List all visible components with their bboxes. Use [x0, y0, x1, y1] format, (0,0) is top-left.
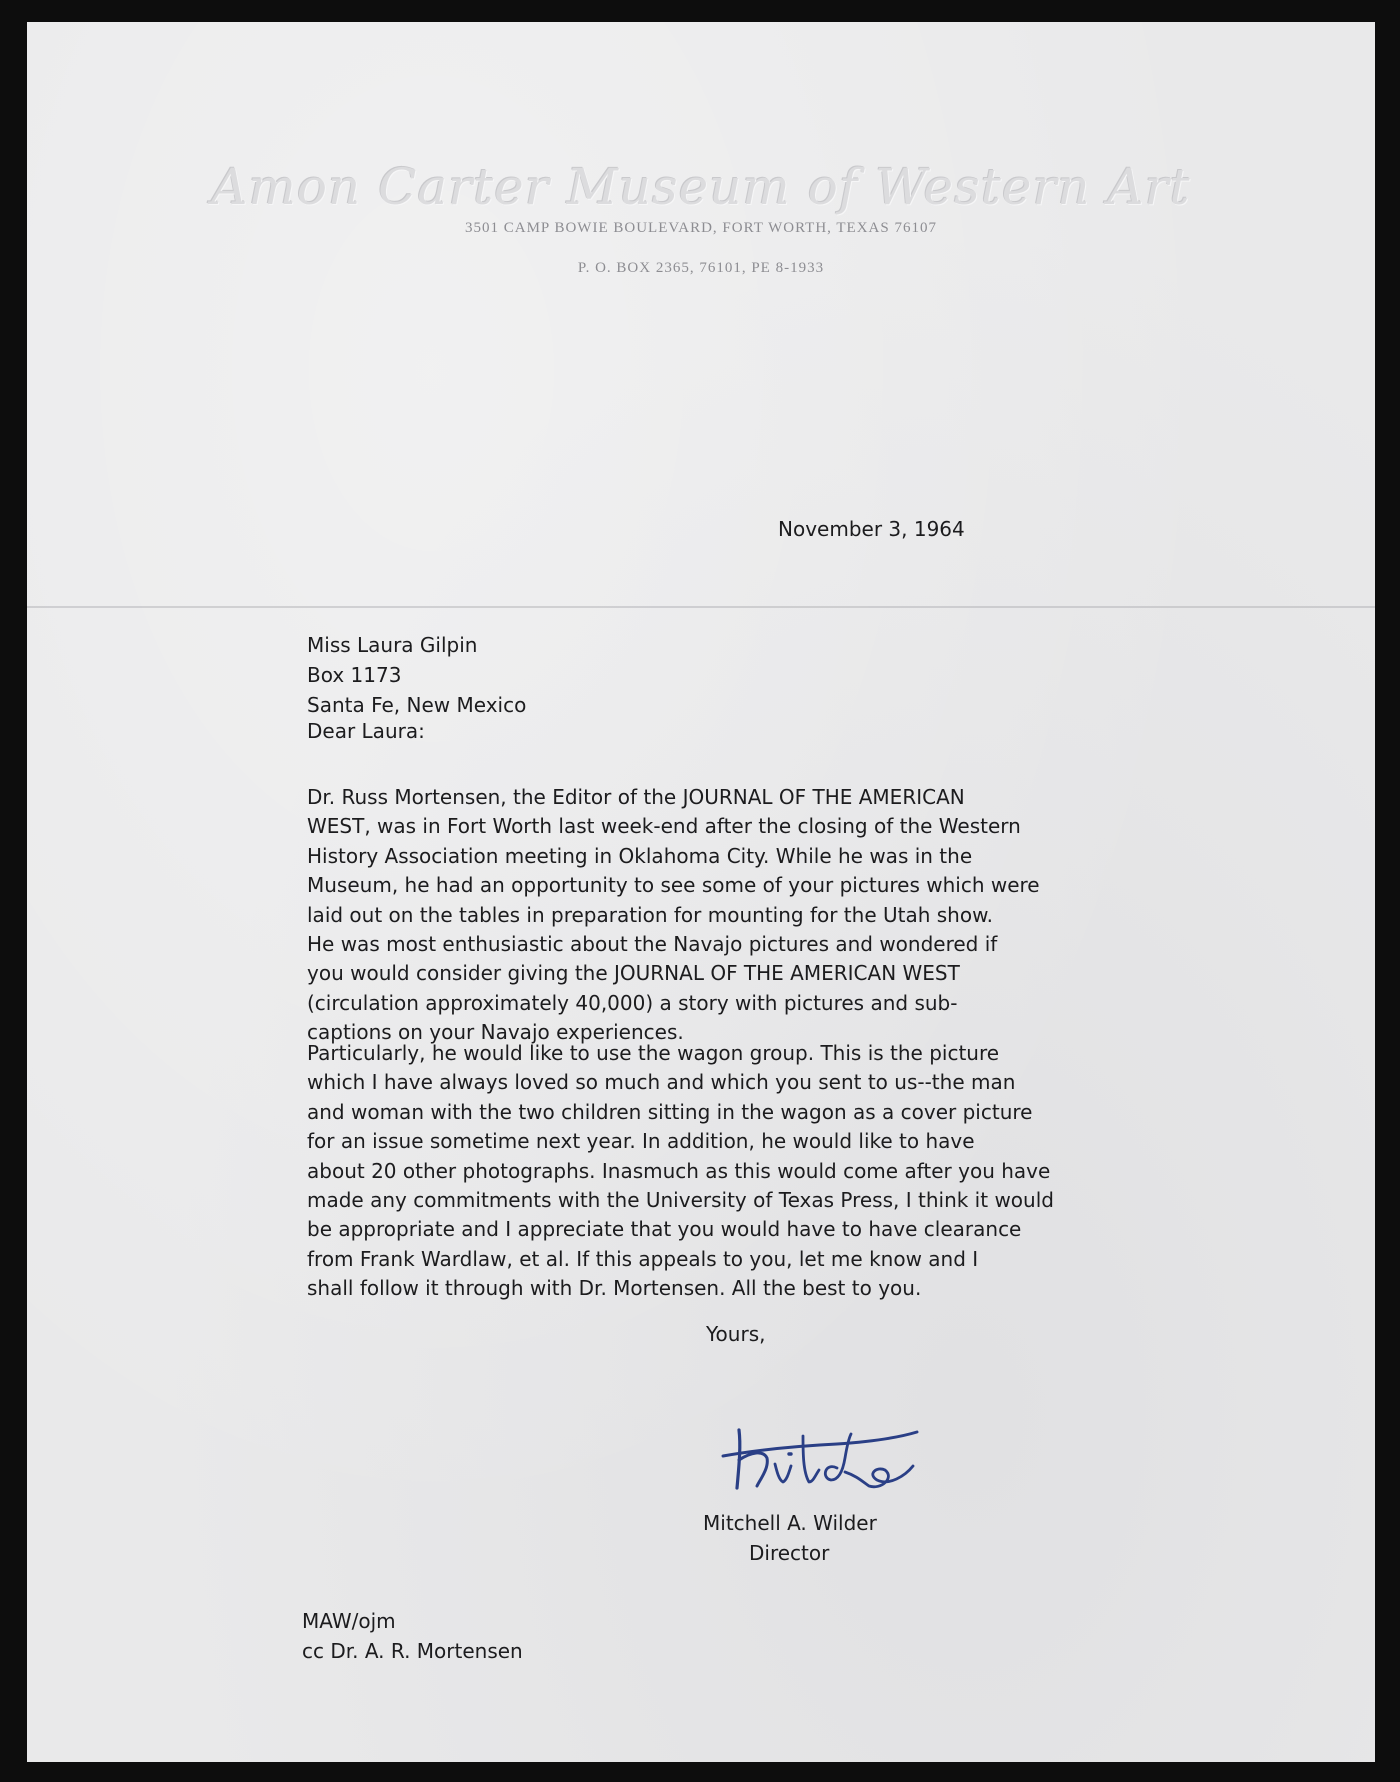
paragraph-line: about 20 other photographs. Inasmuch as this would come after you have	[307, 1158, 1051, 1183]
paragraph-line: which I have always loved so much and which you sent to us--the man	[307, 1070, 1016, 1095]
paragraph-line: History Association meeting in Oklahoma City. While he was in the	[307, 843, 973, 868]
paragraph-line: laid out on the tables in preparation for mounting for the Utah show.	[307, 902, 993, 927]
paragraph-line: you would consider giving the JOURNAL OF THE AMERICAN WEST	[307, 961, 960, 986]
recipient-address	[307, 630, 526, 720]
carbon-copy-line: cc Dr. A. R. Mortensen	[302, 1639, 523, 1663]
letterhead-street-address: 3501 CAMP BOWIE BOULEVARD, FORT WORTH, TEXAS 76107	[465, 220, 937, 236]
closing: Yours,	[706, 1322, 766, 1346]
letter-page	[27, 22, 1375, 1762]
letterhead-po-box: P. O. BOX 2365, 76101, PE 8-1933	[577, 260, 825, 276]
paragraph-line: WEST, was in Fort Worth last week-end after the closing of the Western	[307, 814, 1021, 839]
signatory-name: Mitchell A. Wilder	[703, 1511, 877, 1535]
paragraph-line: (circulation approximately 40,000) a story with pictures and sub-	[307, 990, 958, 1015]
recipient-city: Santa Fe, New Mexico	[307, 693, 527, 717]
salutation: Dear Laura:	[307, 719, 425, 743]
paragraph-line: made any commitments with the University of Texas Press, I think it would	[307, 1187, 1054, 1212]
paragraph-line: Dr. Russ Mortensen, the Editor of the JOURNAL OF THE AMERICAN	[307, 785, 965, 809]
paper-fold-line	[27, 606, 1375, 608]
recipient-name: Miss Laura Gilpin	[307, 633, 478, 657]
paragraph-line: captions on your Navajo experiences.	[307, 1020, 684, 1045]
paragraph-line: He was most enthusiastic about the Navajo pictures and wondered if	[307, 931, 998, 956]
letterhead-museum-name: Amon Carter Museum of Western Art	[211, 158, 1191, 216]
paragraph-line: from Frank Wardlaw, et al. If this appeals to you, let me know and I	[307, 1246, 979, 1271]
paragraph-line: shall follow it through with Dr. Mortensen. All the best to you.	[307, 1276, 922, 1301]
paragraph-line: Particularly, he would like to use the wagon group. This is the picture	[307, 1041, 1000, 1065]
paragraph-line: for an issue sometime next year. In addition, he would like to have	[307, 1129, 975, 1154]
paragraph-line: and woman with the two children sitting in the wagon as a cover picture	[307, 1099, 1033, 1124]
recipient-box: Box 1173	[307, 663, 402, 687]
letter-date: November 3, 1964	[778, 517, 965, 541]
paragraph-line: Museum, he had an opportunity to see some of your pictures which were	[307, 873, 1040, 898]
body-paragraph-1	[307, 782, 1040, 1047]
reference-initials: MAW/ojm	[302, 1609, 396, 1633]
signatory-title: Director	[749, 1541, 830, 1565]
handwritten-signature	[717, 1416, 957, 1506]
body-paragraph-2	[307, 1038, 1054, 1303]
paragraph-line: be appropriate and I appreciate that you would have to have clearance	[307, 1217, 1022, 1242]
